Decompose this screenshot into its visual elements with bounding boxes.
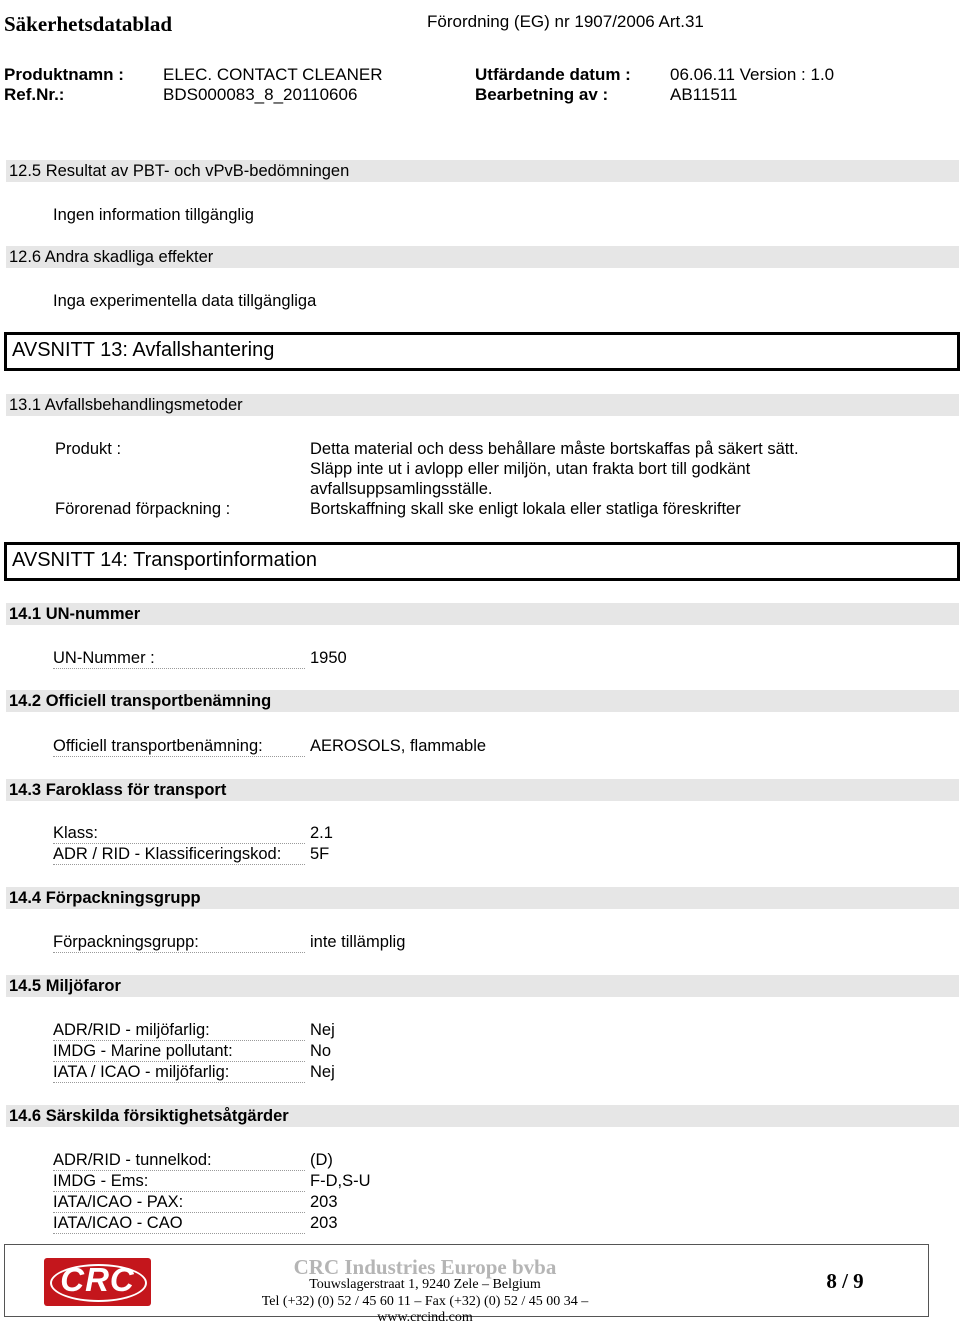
tunnel-code-value: (D) — [310, 1151, 333, 1169]
subsection-14-2-heading: 14.2 Officiell transportbenämning — [6, 690, 959, 712]
waste-product-line-3: avfallsuppsamlingsställe. — [310, 480, 493, 498]
document-title: Säkerhetsdatablad — [4, 12, 173, 36]
page-number: 8 / 9 — [826, 1269, 864, 1293]
tunnel-code-label: ADR/RID - tunnelkod: — [53, 1151, 305, 1171]
iata-icao-cao-label: IATA/ICAO - CAO — [53, 1214, 305, 1234]
adr-rid-environmental-label: ADR/RID - miljöfarlig: — [53, 1021, 305, 1041]
imdg-ems-value: F-D,S-U — [310, 1172, 371, 1190]
product-name-value: ELEC. CONTACT CLEANER — [163, 65, 383, 84]
subsection-14-4-heading: 14.4 Förpackningsgrupp — [6, 887, 959, 909]
classification-code-value: 5F — [310, 845, 330, 863]
shipping-name-value: AEROSOLS, flammable — [310, 737, 487, 755]
subsection-14-1-heading: 14.1 UN-nummer — [6, 603, 959, 625]
waste-product-line-1: Detta material och dess behållare måste bortskaffas på säkert sätt. — [310, 440, 799, 458]
subsection-14-3-heading: 14.3 Faroklass för transport — [6, 779, 959, 801]
iata-icao-pax-label: IATA/ICAO - PAX: — [53, 1193, 305, 1213]
imdg-marine-pollutant-label: IMDG - Marine pollutant: — [53, 1042, 305, 1062]
page-footer — [4, 1244, 929, 1325]
subsection-12-6-text: Inga experimentella data tillgängliga — [53, 292, 317, 310]
waste-product-label: Produkt : — [55, 440, 122, 458]
iata-icao-cao-value: 203 — [310, 1214, 338, 1232]
subsection-12-6-heading: 12.6 Andra skadliga effekter — [6, 246, 959, 268]
regulation-reference: Förordning (EG) nr 1907/2006 Art.31 — [427, 12, 704, 31]
subsection-14-5-heading: 14.5 Miljöfaror — [6, 975, 959, 997]
un-number-value: 1950 — [310, 649, 347, 667]
packing-group-value: inte tillämplig — [310, 933, 406, 951]
subsection-12-5-text: Ingen information tillgänglig — [53, 206, 254, 224]
edited-by-label: Bearbetning av : — [475, 85, 609, 104]
crc-logo — [44, 1258, 151, 1306]
section-14-heading: AVSNITT 14: Transportinformation — [4, 542, 960, 581]
contaminated-packaging-text: Bortskaffning skall ske enligt lokala eller statliga föreskrifter — [310, 500, 741, 518]
ref-number-value: BDS000083_8_20110606 — [163, 85, 358, 104]
iata-icao-environmental-label: IATA / ICAO - miljöfarlig: — [53, 1063, 305, 1083]
iata-icao-pax-value: 203 — [310, 1193, 338, 1211]
logo-text: CRC — [60, 1261, 135, 1298]
packing-group-label: Förpackningsgrupp: — [53, 933, 305, 953]
waste-product-line-2: Släpp inte ut i avlopp eller miljön, utan frakta bort till godkänt — [310, 460, 751, 478]
ref-number-label: Ref.Nr.: — [4, 85, 65, 104]
hazard-class-label: Klass: — [53, 824, 305, 844]
contaminated-packaging-label: Förorenad förpackning : — [55, 500, 231, 518]
hazard-class-value: 2.1 — [310, 824, 333, 842]
shipping-name-label: Officiell transportbenämning: — [53, 737, 305, 757]
issue-date-label: Utfärdande datum : — [475, 65, 631, 84]
issue-date-value: 06.06.11 Version : 1.0 — [670, 65, 835, 84]
product-name-label: Produktnamn : — [4, 65, 124, 84]
imdg-marine-pollutant-value: No — [310, 1042, 332, 1060]
subsection-14-6-heading: 14.6 Särskilda försiktighetsåtgärder — [6, 1105, 959, 1127]
classification-code-label: ADR / RID - Klassificeringskod: — [53, 845, 305, 865]
iata-icao-environmental-value: Nej — [310, 1063, 335, 1081]
imdg-ems-label: IMDG - Ems: — [53, 1172, 305, 1192]
adr-rid-environmental-value: Nej — [310, 1021, 335, 1039]
company-address: Touwslagerstraat 1, 9240 Zele – Belgium — [309, 1277, 541, 1292]
un-number-label: UN-Nummer : — [53, 649, 305, 669]
edited-by-value: AB11511 — [670, 85, 738, 104]
company-name: CRC Industries Europe bvba — [293, 1255, 557, 1279]
subsection-13-1-heading: 13.1 Avfallsbehandlingsmetoder — [6, 394, 959, 416]
company-contact: Tel (+32) (0) 52 / 45 60 11 – Fax (+32) (0) 52 / 45 00 34 – www.crcind.com — [261, 1294, 589, 1325]
section-13-heading: AVSNITT 13: Avfallshantering — [4, 332, 960, 371]
subsection-12-5-heading: 12.5 Resultat av PBT- och vPvB-bedömningen — [6, 160, 959, 182]
